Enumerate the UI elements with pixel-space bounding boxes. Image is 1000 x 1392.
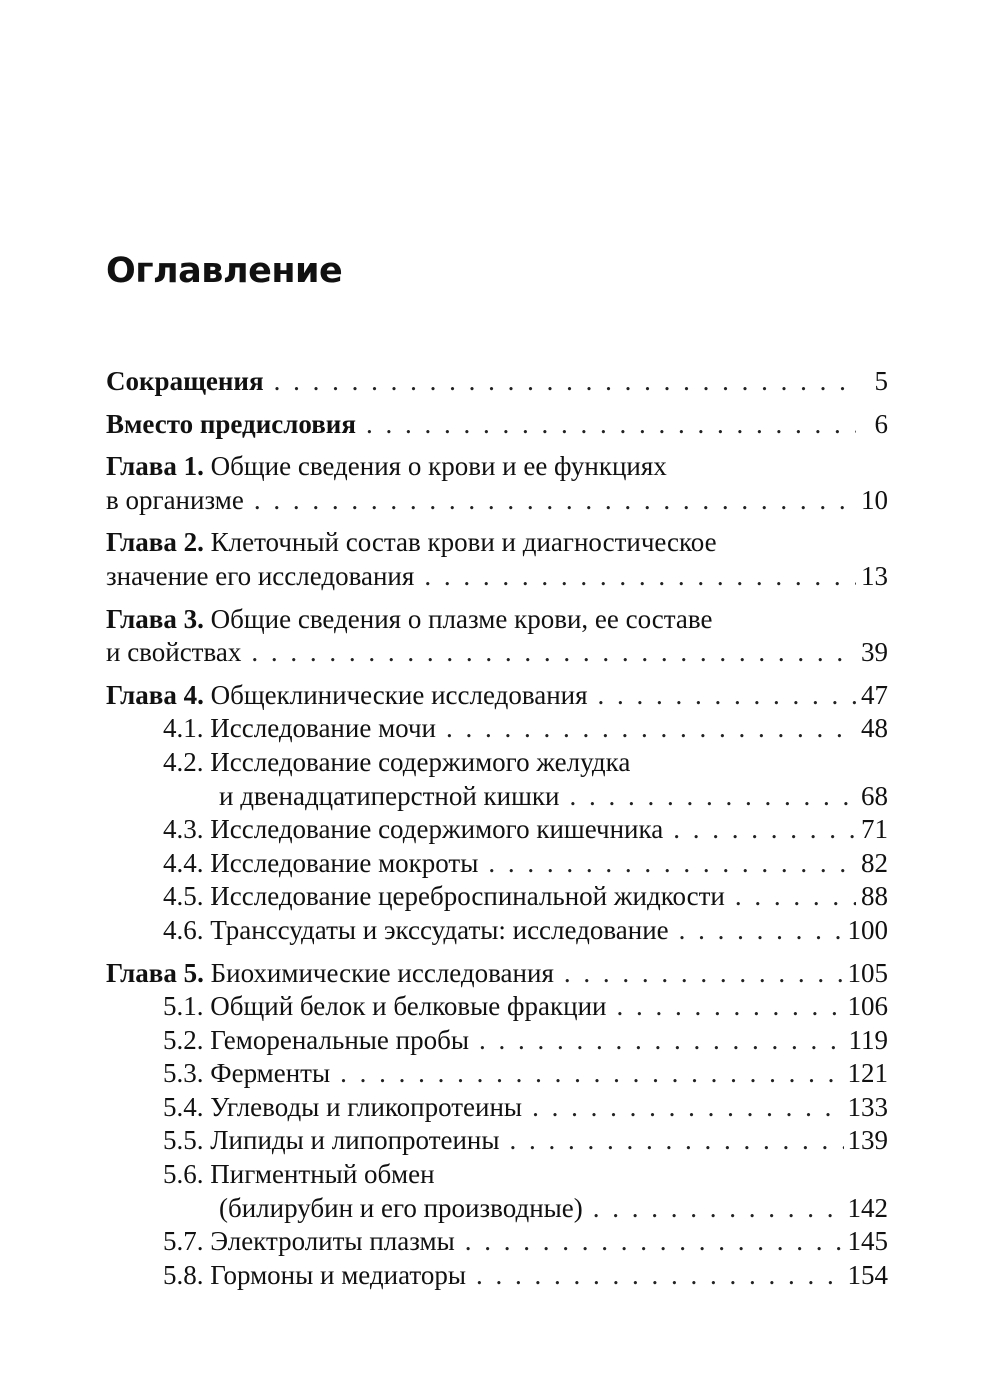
toc-section-number: 5.6. <box>163 1159 204 1190</box>
toc-page-number: 6 <box>874 408 888 439</box>
dot-leader <box>679 914 844 948</box>
toc-entry-title: Исследование мочи <box>210 713 436 744</box>
dot-leader <box>598 679 856 713</box>
toc-page-number: 82 <box>861 847 888 878</box>
page-title: Оглавление <box>106 251 343 291</box>
toc-section-number: 5.3. <box>163 1058 204 1089</box>
toc-chapter-number: Глава 2. <box>106 527 204 558</box>
toc-entry-title: Исследование содержимого кишечника <box>210 814 664 845</box>
toc-entry-title-continued: в организме <box>106 484 244 515</box>
toc-entry-title: Ферменты <box>210 1058 331 1089</box>
toc-section-number: 4.4. <box>163 847 204 878</box>
dot-leader <box>532 1091 843 1125</box>
toc-entry-chapter-2[interactable] <box>106 526 888 593</box>
toc-entry-4-6[interactable] <box>106 914 888 948</box>
toc-entry-title: Гормоны и медиаторы <box>210 1259 466 1290</box>
toc-entry-5-6[interactable] <box>106 1158 888 1225</box>
toc-entry-5-1[interactable] <box>106 990 888 1024</box>
toc-chapter-number: Глава 5. <box>106 957 204 988</box>
toc-entry-title: Исследование цереброспинальной жидкости <box>210 881 725 912</box>
toc-entry-title: Общие сведения о крови и ее функциях <box>210 451 667 482</box>
toc-page-number: 71 <box>861 814 888 845</box>
toc-page-number: 10 <box>861 484 888 515</box>
toc-page-number: 139 <box>847 1125 888 1156</box>
toc-entry-title: Исследование содержимого желудка <box>210 746 631 777</box>
toc-section-number: 5.5. <box>163 1125 204 1156</box>
toc-page-number: 154 <box>847 1259 888 1290</box>
toc-entry-title: Пигментный обмен <box>210 1159 435 1190</box>
toc-page-number: 5 <box>874 366 888 396</box>
table-of-contents <box>106 365 888 1292</box>
toc-entry-chapter-1[interactable] <box>106 450 888 517</box>
toc-page-number: 47 <box>861 679 888 710</box>
dot-leader <box>424 560 856 594</box>
toc-entry-5-3[interactable] <box>106 1057 888 1091</box>
dot-leader <box>616 990 843 1024</box>
toc-entry-5-4[interactable] <box>106 1091 888 1125</box>
toc-entry-5-2[interactable] <box>106 1024 888 1058</box>
toc-entry-title: Вместо предисловия <box>106 408 356 439</box>
toc-section-number: 5.8. <box>163 1259 204 1290</box>
toc-entry-title-continued: и двенадцатиперстной кишки <box>219 780 560 811</box>
toc-entry-title: Транссудаты и экссудаты: исследование <box>210 914 669 945</box>
toc-entry-preface[interactable] <box>106 408 888 442</box>
dot-leader <box>735 880 856 914</box>
dot-leader <box>564 957 844 991</box>
toc-entry-4-3[interactable] <box>106 813 888 847</box>
dot-leader <box>251 636 856 670</box>
toc-entry-title: Сокращения <box>106 366 264 396</box>
toc-entry-title: Геморенальные пробы <box>210 1024 469 1055</box>
toc-entry-title-continued: (билирубин и его производные) <box>219 1192 583 1223</box>
toc-entry-title: Биохимические исследования <box>210 957 554 988</box>
toc-section-number: 5.7. <box>163 1226 204 1257</box>
dot-leader <box>479 1024 845 1058</box>
toc-page-number: 106 <box>847 991 888 1022</box>
toc-entry-5-8[interactable] <box>106 1259 888 1293</box>
toc-entry-chapter-4[interactable] <box>106 679 888 713</box>
toc-entry-title-continued: и свойствах <box>106 637 242 668</box>
toc-entry-title: Общеклинические исследования <box>210 679 588 710</box>
dot-leader <box>254 484 856 518</box>
toc-page-number: 142 <box>847 1192 888 1223</box>
toc-page-number: 88 <box>861 881 888 912</box>
toc-page-number: 105 <box>847 957 888 988</box>
toc-section-number: 4.3. <box>163 814 204 845</box>
toc-section-number: 4.2. <box>163 746 204 777</box>
toc-page-number: 121 <box>847 1058 888 1089</box>
dot-leader <box>366 408 856 442</box>
toc-entry-chapter-5[interactable] <box>106 957 888 991</box>
toc-section-number: 5.2. <box>163 1024 204 1055</box>
toc-section-number: 5.1. <box>163 991 204 1022</box>
dot-leader <box>593 1192 844 1226</box>
toc-section-number: 4.5. <box>163 881 204 912</box>
toc-chapter-number: Глава 1. <box>106 451 204 482</box>
toc-page-number: 119 <box>848 1024 888 1055</box>
toc-section-number: 5.4. <box>163 1091 204 1122</box>
toc-page-number: 68 <box>861 780 888 811</box>
toc-entry-title: Углеводы и гликопротеины <box>210 1091 523 1122</box>
dot-leader <box>476 1259 844 1293</box>
toc-entry-4-4[interactable] <box>106 847 888 881</box>
dot-leader <box>569 780 856 814</box>
toc-entry-5-7[interactable] <box>106 1225 888 1259</box>
toc-entry-chapter-3[interactable] <box>106 603 888 670</box>
dot-leader <box>465 1225 844 1259</box>
toc-page-number: 133 <box>847 1091 888 1122</box>
toc-entry-title: Общие сведения о плазме крови, ее составе <box>210 603 713 634</box>
toc-entry-title-continued: значение его исследования <box>106 560 415 591</box>
toc-section-number: 4.6. <box>163 914 204 945</box>
dot-leader <box>488 847 856 881</box>
toc-entry-4-2[interactable] <box>106 746 888 813</box>
toc-entry-5-5[interactable] <box>106 1124 888 1158</box>
toc-page-number: 145 <box>847 1226 888 1257</box>
toc-entry-title: Исследование мокроты <box>210 847 479 878</box>
toc-entry-title: Липиды и липопротеины <box>210 1125 500 1156</box>
toc-entry-title: Общий белок и белковые фракции <box>210 991 607 1022</box>
toc-page-number: 48 <box>861 713 888 744</box>
dot-leader <box>673 813 856 847</box>
toc-page-number: 100 <box>847 914 888 945</box>
toc-entry-title: Клеточный состав крови и диагностическое <box>210 527 717 558</box>
toc-section-number: 4.1. <box>163 713 204 744</box>
toc-entry-abbreviations[interactable] <box>106 365 888 399</box>
toc-chapter-number: Глава 3. <box>106 603 204 634</box>
toc-entry-4-1[interactable] <box>106 712 888 746</box>
dot-leader <box>446 712 856 746</box>
dot-leader <box>510 1124 844 1158</box>
toc-page-number: 39 <box>861 637 888 668</box>
toc-chapter-number: Глава 4. <box>106 679 204 710</box>
dot-leader <box>340 1057 843 1091</box>
toc-page-number: 13 <box>861 560 888 591</box>
toc-entry-title: Электролиты плазмы <box>210 1226 455 1257</box>
dot-leader <box>274 365 856 399</box>
toc-entry-4-5[interactable] <box>106 880 888 914</box>
